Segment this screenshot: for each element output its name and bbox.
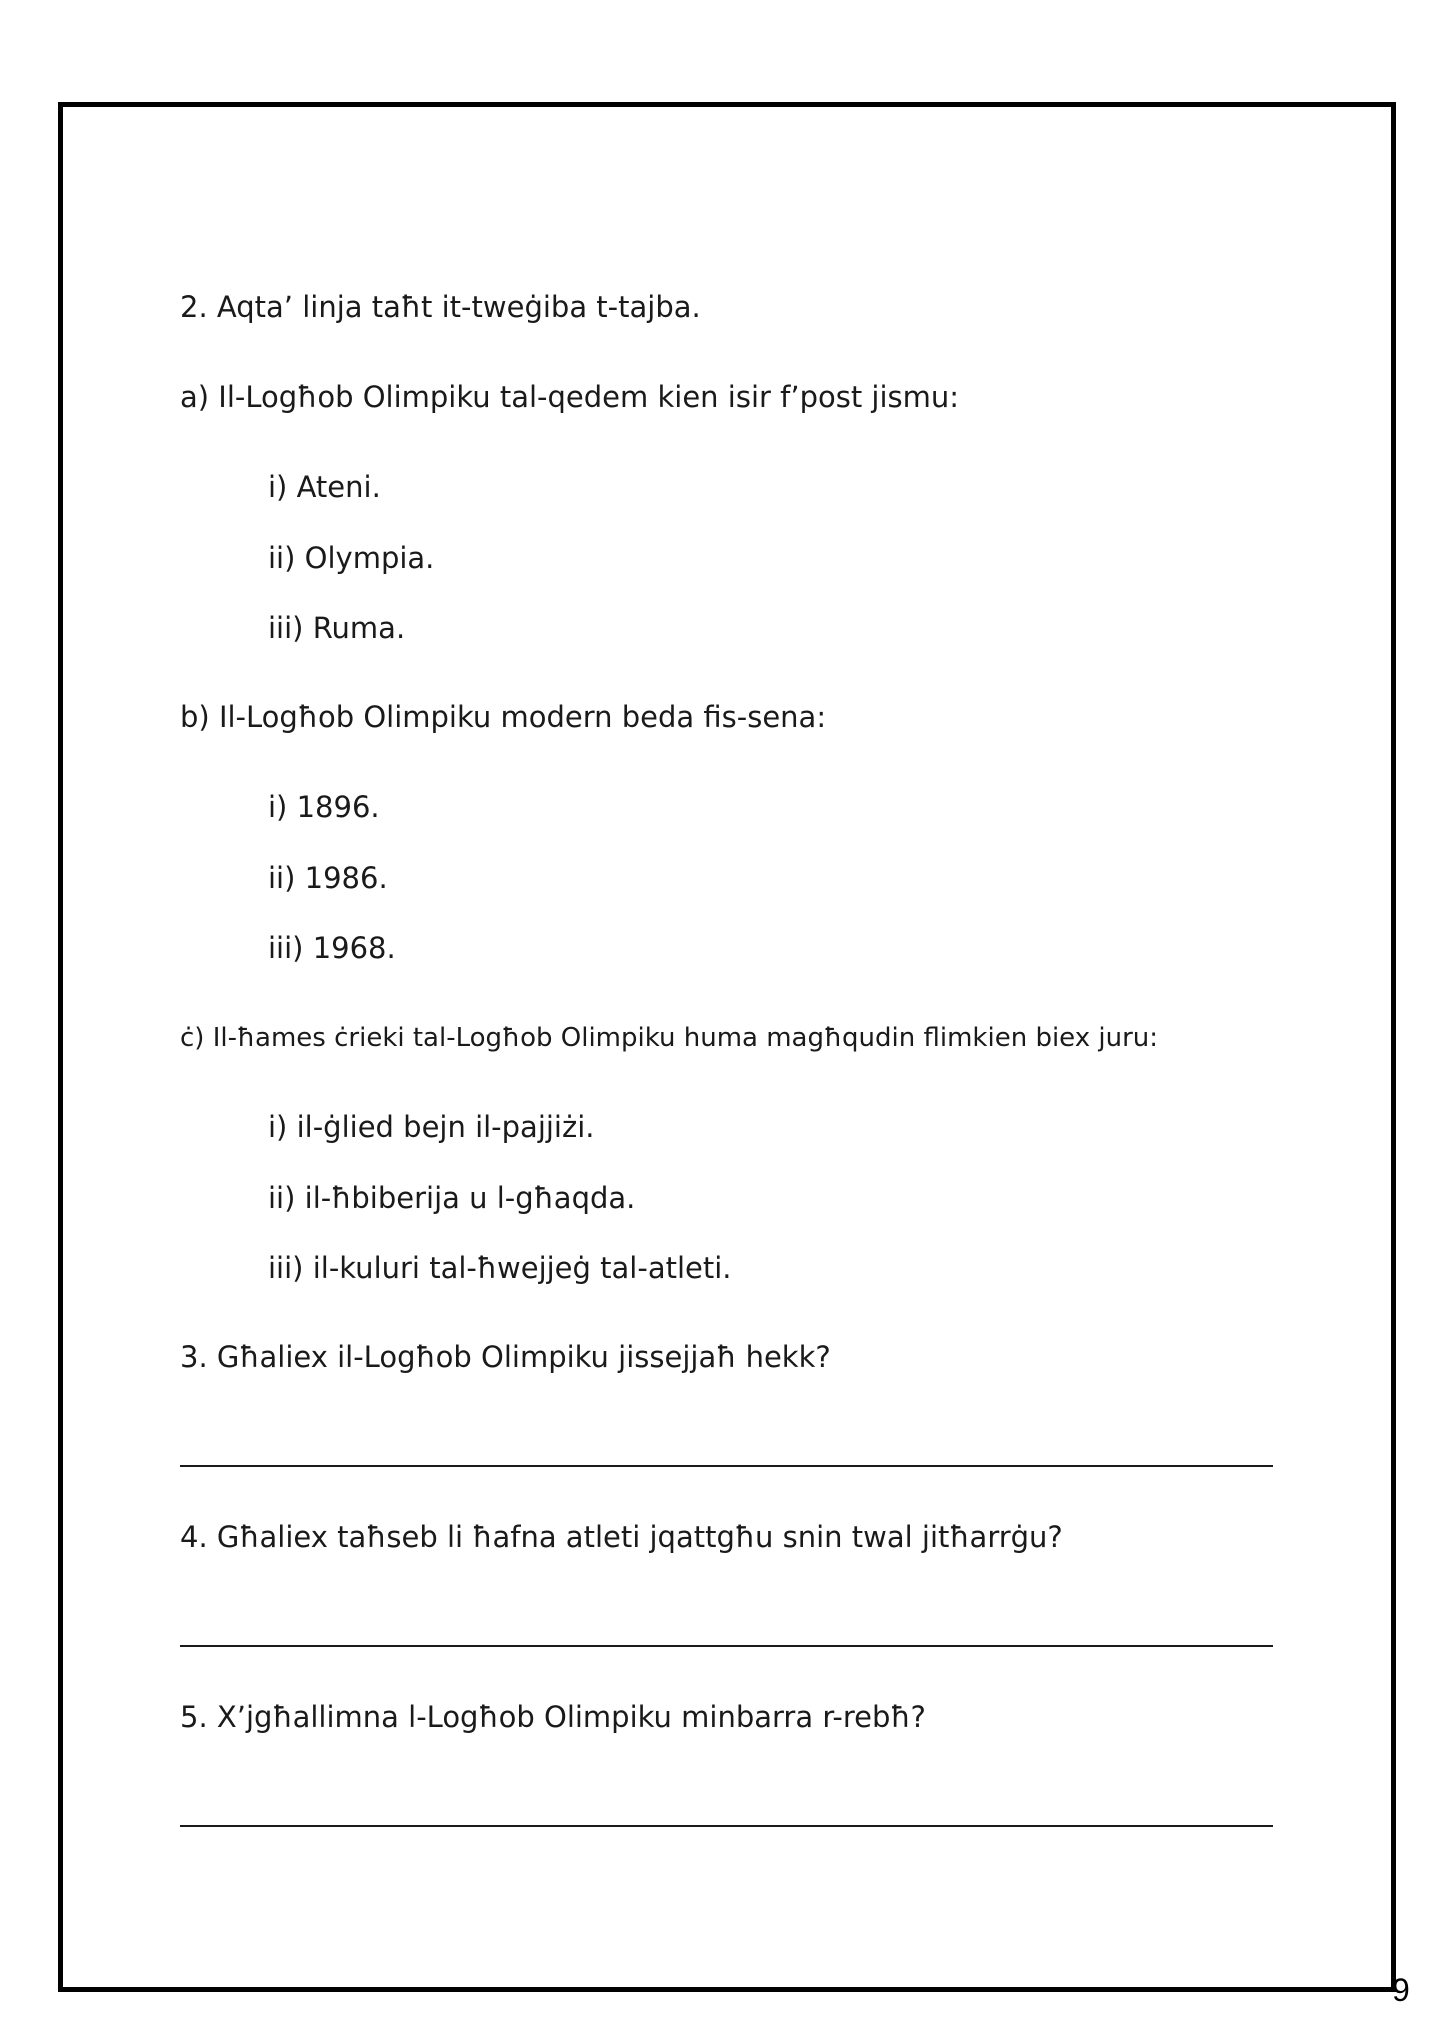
question-2b-option-1[interactable]: i) 1896. <box>268 790 380 824</box>
question-2-prompt: 2. Aqta’ linja taħt it-tweġiba t-tajba. <box>180 290 701 324</box>
question-2c-option-1[interactable]: i) il-ġlied bejn il-pajjiżi. <box>268 1110 595 1144</box>
page-number: 9 <box>1392 1972 1410 2008</box>
question-2c-option-3[interactable]: iii) il-kuluri tal-ħwejjeġ tal-atleti. <box>268 1251 732 1285</box>
question-2b-option-2[interactable]: ii) 1986. <box>268 861 388 895</box>
question-2b-option-3[interactable]: iii) 1968. <box>268 931 396 965</box>
question-2a-prompt: a) Il-Logħob Olimpiku tal-qedem kien isir f’post jismu: <box>180 380 960 414</box>
question-3-answer-line[interactable] <box>180 1465 1273 1467</box>
question-5-prompt: 5. X’jgħallimna l-Logħob Olimpiku minbarra r-rebħ? <box>180 1700 926 1734</box>
question-4-prompt: 4. Għaliex taħseb li ħafna atleti jqattgħu snin twal jitħarrġu? <box>180 1520 1063 1554</box>
page-frame <box>58 102 1396 1992</box>
question-2a-option-2[interactable]: ii) Olympia. <box>268 541 435 575</box>
question-2b-prompt: b) Il-Logħob Olimpiku modern beda fis-sena: <box>180 700 827 734</box>
question-2a-option-3[interactable]: iii) Ruma. <box>268 611 406 645</box>
question-2a-option-1[interactable]: i) Ateni. <box>268 470 381 504</box>
question-2c-option-2[interactable]: ii) il-ħbiberija u l-għaqda. <box>268 1181 636 1215</box>
question-4-answer-line[interactable] <box>180 1645 1273 1647</box>
question-2c-prompt: ċ) Il-ħames ċrieki tal-Logħob Olimpiku huma magħqudin flimkien biex juru: <box>180 1023 1158 1053</box>
question-5-answer-line[interactable] <box>180 1825 1273 1827</box>
question-3-prompt: 3. Għaliex il-Logħob Olimpiku jissejjaħ hekk? <box>180 1340 831 1374</box>
